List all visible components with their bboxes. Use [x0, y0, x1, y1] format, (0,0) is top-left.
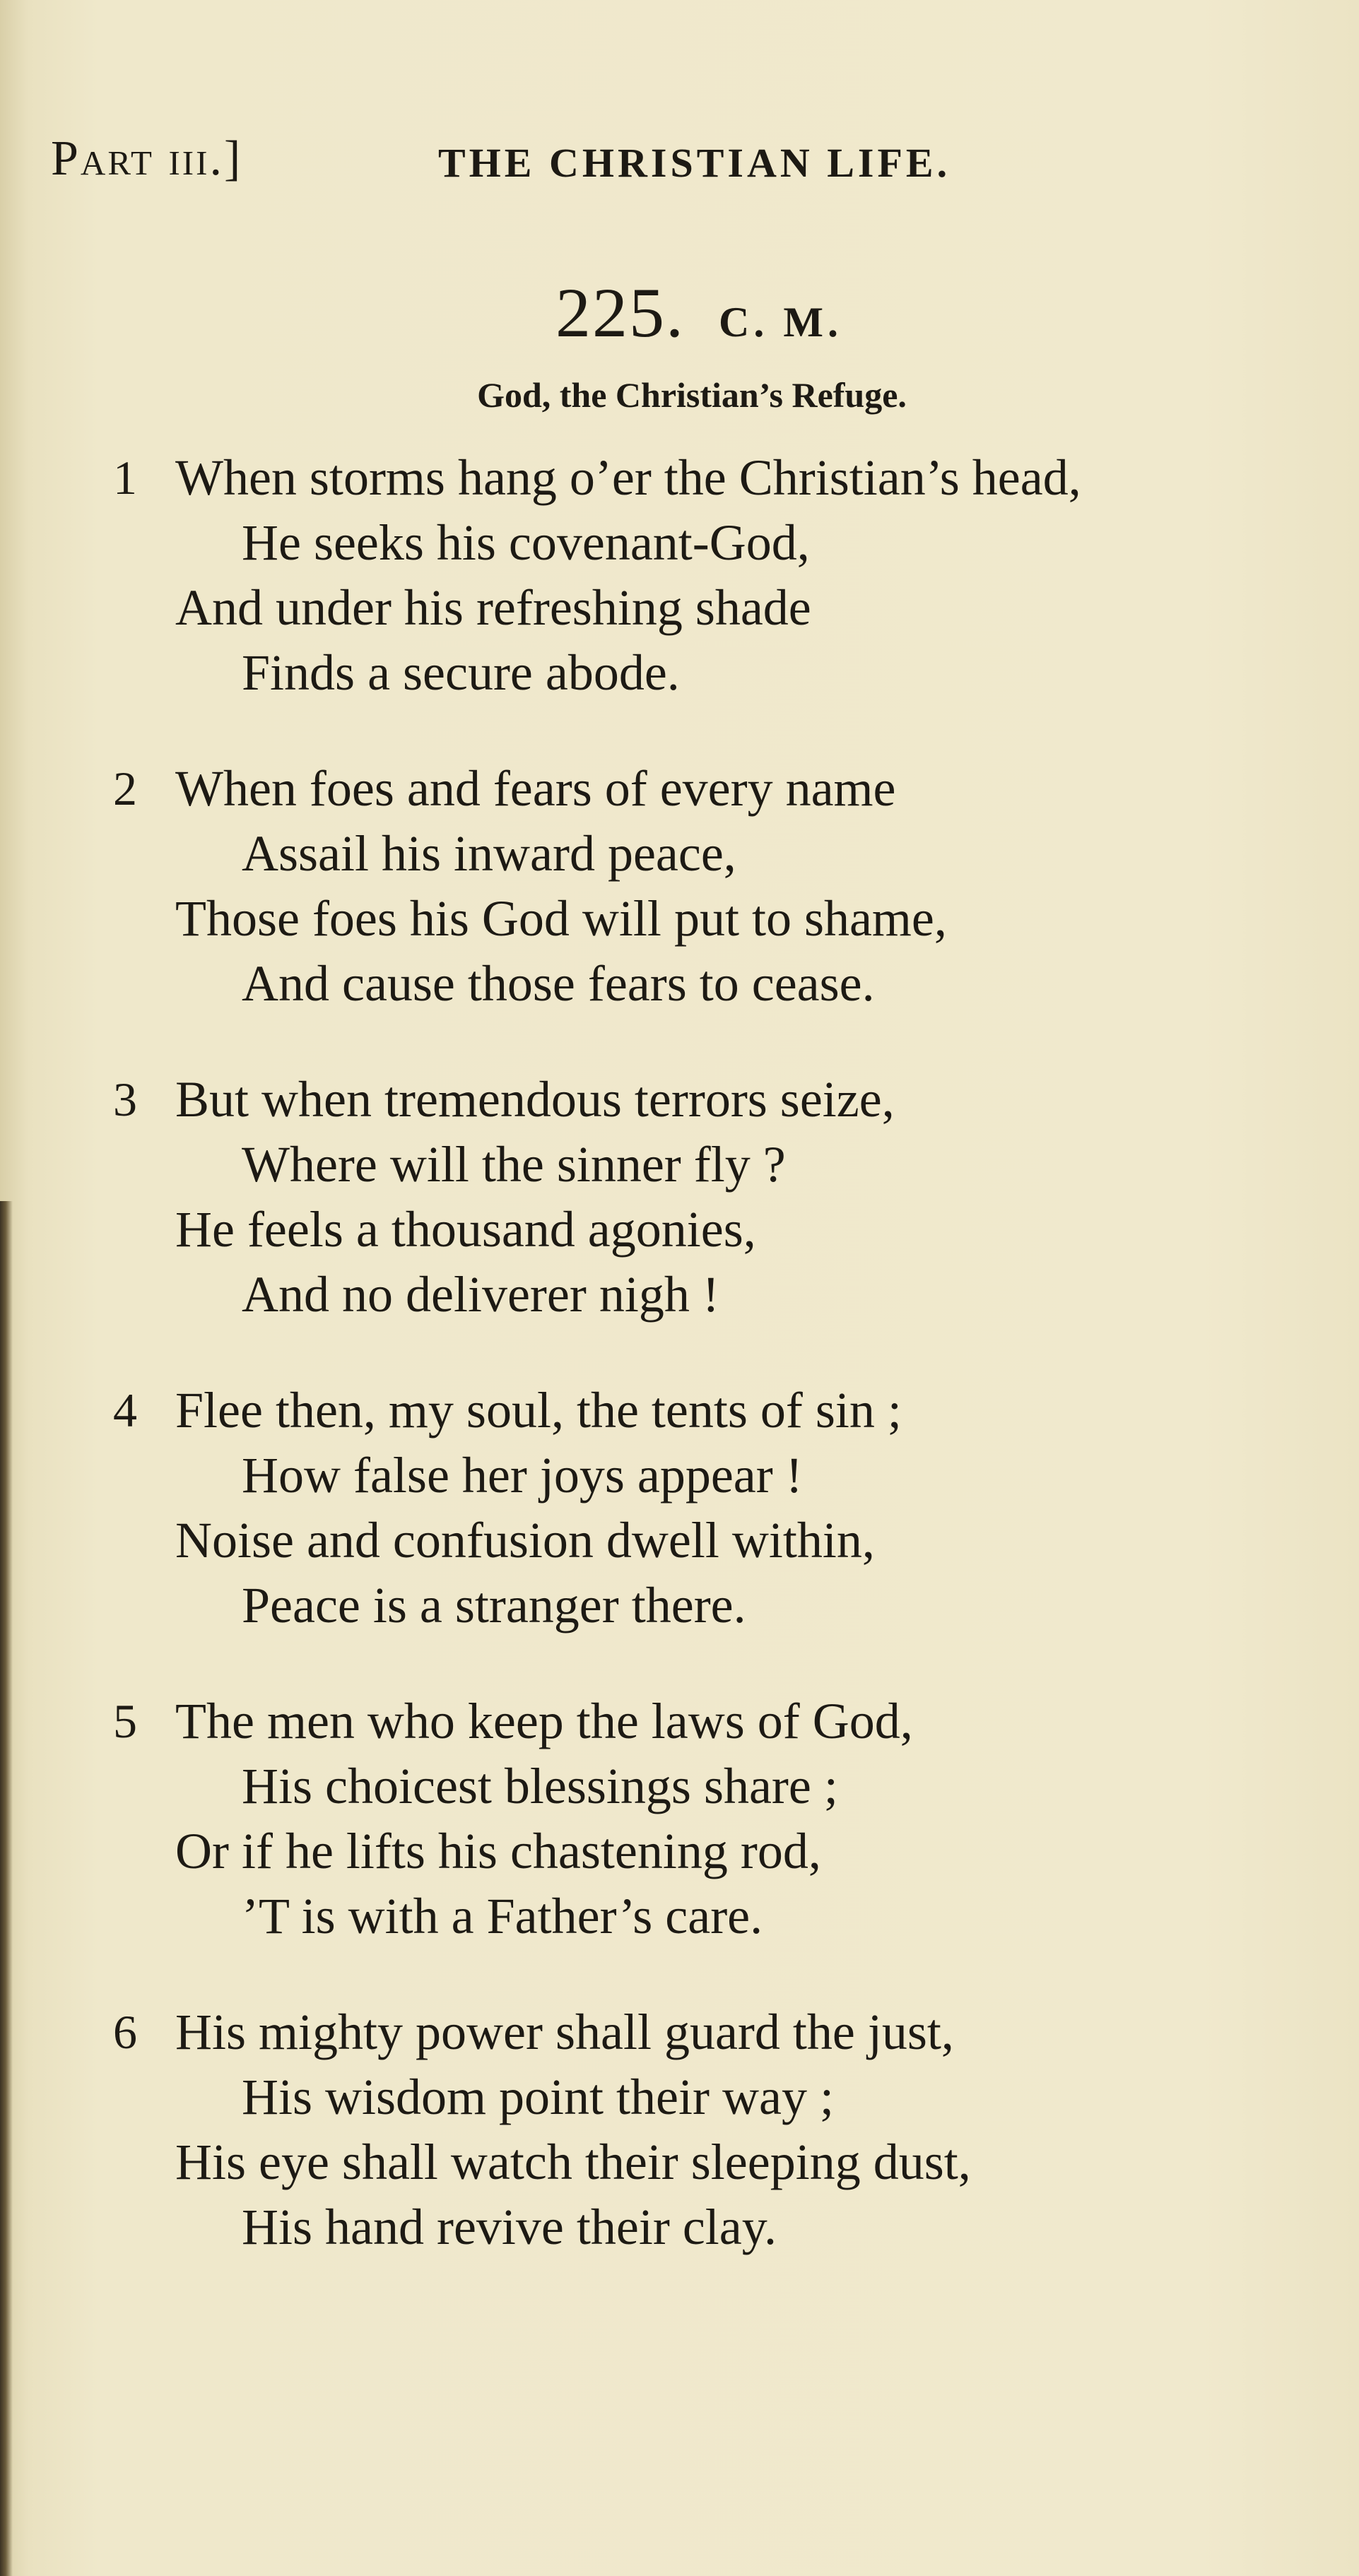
verse-line: ’T is with a Father’s care. — [242, 1888, 763, 1944]
verse-line: He feels a thousand agonies, — [175, 1201, 756, 1258]
stanza-number: 1 — [113, 451, 137, 504]
verse-line: His hand revive their clay. — [242, 2199, 777, 2255]
verse-line: When foes and fears of every name — [175, 760, 896, 817]
stanza — [0, 756, 1359, 1067]
stanza — [0, 445, 1359, 756]
verse-line: And cause those fears to cease. — [242, 955, 875, 1012]
verse-line: But when tremendous terrors seize, — [175, 1071, 895, 1128]
verse-line: Or if he lifts his chastening rod, — [175, 1823, 821, 1879]
verse-line: His eye shall watch their sleeping dust, — [175, 2134, 971, 2190]
running-head-part: Part iii.] — [51, 131, 243, 186]
verse-line: Finds a secure abode. — [242, 644, 680, 701]
verse-line: How false her joys appear ! — [242, 1447, 803, 1503]
verse-line: Noise and confusion dwell within, — [175, 1512, 875, 1568]
hymn-subtitle: God, the Christian’s Refuge. — [477, 375, 907, 415]
hymn-meter: C. M. — [719, 299, 842, 345]
verse-line: Assail his inward peace, — [242, 825, 736, 882]
stanza — [0, 1689, 1359, 1999]
stanza-number: 3 — [113, 1073, 137, 1126]
verse-line: Peace is a stranger there. — [242, 1577, 746, 1633]
verse-line: And under his refreshing shade — [175, 579, 811, 636]
verse-line: His wisdom point their way ; — [242, 2069, 834, 2125]
verse-line: And no deliverer nigh ! — [242, 1266, 719, 1323]
hymn-heading — [0, 272, 1359, 353]
verse-line: Those foes his God will put to shame, — [175, 890, 947, 947]
verse-line: His mighty power shall guard the just, — [175, 2004, 954, 2060]
hymn-number: 225. — [555, 273, 686, 352]
stanza — [0, 1067, 1359, 1378]
stanza-number: 6 — [113, 2005, 137, 2059]
stanza-number: 2 — [113, 762, 137, 815]
stanza — [0, 1378, 1359, 1689]
stanza — [0, 1999, 1359, 2310]
running-head-title: THE CHRISTIAN LIFE. — [438, 140, 951, 186]
stanza-number: 4 — [113, 1383, 137, 1437]
verse-line: When storms hang o’er the Christian’s head, — [175, 449, 1081, 506]
verse-line: Flee then, my soul, the tents of sin ; — [175, 1382, 902, 1438]
verse-line: The men who keep the laws of God, — [175, 1693, 913, 1749]
running-head — [51, 131, 1288, 215]
stanza-number: 5 — [113, 1694, 137, 1748]
verse-line: Where will the sinner fly ? — [242, 1136, 786, 1193]
verse-line: He seeks his covenant-God, — [242, 514, 810, 571]
stanza-list — [0, 445, 1359, 2310]
verse-line: His choicest blessings share ; — [242, 1758, 838, 1814]
